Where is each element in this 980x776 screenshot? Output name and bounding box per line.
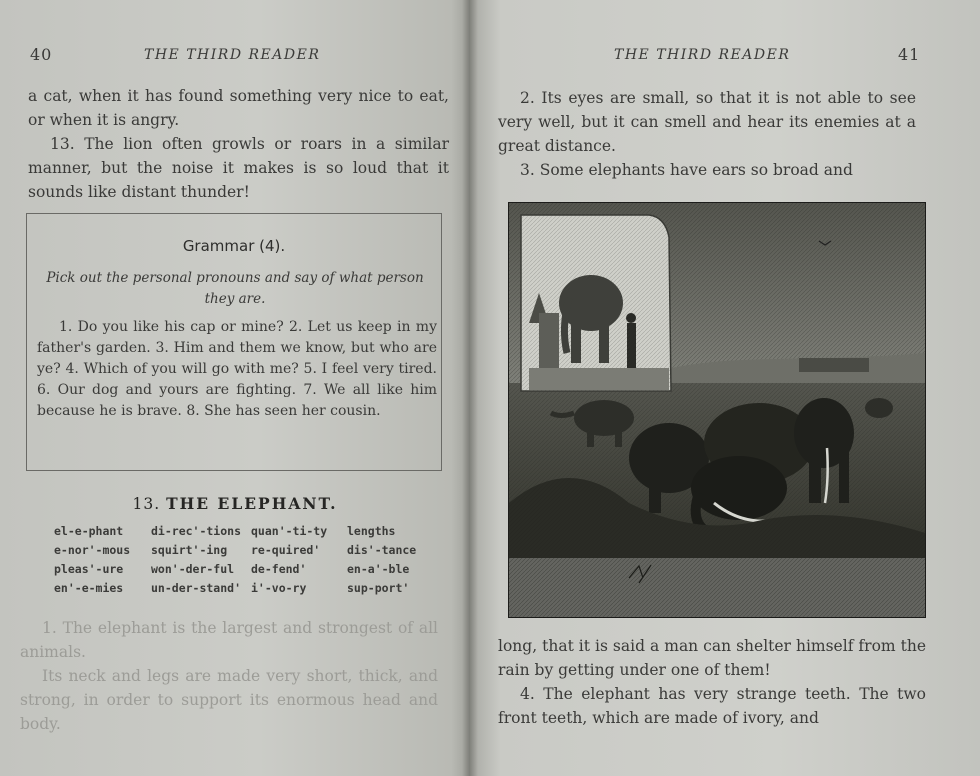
vocab-word: won'-der-ful bbox=[151, 562, 235, 576]
vocab-word: en-a'-ble bbox=[347, 562, 410, 576]
vocab-word: re-quired' bbox=[251, 543, 321, 557]
body-text bbox=[498, 634, 926, 730]
running-head: THE THIRD READER bbox=[614, 47, 791, 63]
vocabulary-list bbox=[54, 522, 434, 597]
lesson-heading bbox=[0, 494, 470, 513]
paragraph: 3. Some elephants have ears so broad and bbox=[520, 161, 853, 179]
lesson-title: THE ELEPHANT. bbox=[166, 494, 338, 513]
grammar-instruction: Pick out the personal pronouns and say of what person they are. bbox=[46, 270, 424, 307]
book-gutter bbox=[462, 0, 478, 776]
paragraph: long, that it is said a man can shelter himself from the rain by getting under one of them! bbox=[498, 637, 926, 679]
paragraph: 2. Its eyes are small, so that it is not able to see very well, but it can smell and hear its enemies at a great distance. bbox=[498, 89, 916, 155]
left-page bbox=[0, 0, 470, 776]
paragraph: Its neck and legs are made very short, thick, and strong, in order to support its enormous head and body. bbox=[20, 667, 438, 733]
page-number: 40 bbox=[30, 45, 53, 64]
elephant-engraving-image bbox=[509, 203, 925, 617]
vocab-word: sup-port' bbox=[347, 581, 410, 595]
grammar-title: Grammar (4). bbox=[182, 237, 286, 255]
vocab-word: dis'-tance bbox=[347, 543, 417, 557]
right-page bbox=[470, 0, 980, 776]
page-number: 41 bbox=[898, 45, 921, 64]
running-head: THE THIRD READER bbox=[144, 47, 321, 63]
body-text bbox=[498, 86, 916, 182]
grammar-box bbox=[26, 213, 442, 471]
vocab-word: i'-vo-ry bbox=[251, 581, 307, 595]
vocab-word: en'-e-mies bbox=[54, 581, 124, 595]
lesson-number: 13. bbox=[132, 495, 161, 513]
vocab-word: di-rec'-tions bbox=[151, 524, 242, 538]
vocab-word: de-fend' bbox=[251, 562, 307, 576]
vocab-word: squirt'-ing bbox=[151, 543, 228, 557]
vocab-word: el-e-phant bbox=[54, 524, 124, 538]
vocab-word: pleas'-ure bbox=[54, 562, 124, 576]
elephant-illustration bbox=[508, 202, 926, 618]
vocab-word: quan'-ti-ty bbox=[251, 524, 328, 538]
paragraph: 13. The lion often growls or roars in a similar manner, but the noise it makes is so loud that it sounds like distant thunder! bbox=[28, 135, 449, 201]
vocab-word: un-der-stand' bbox=[151, 581, 242, 595]
paragraph: a cat, when it has found something very nice to eat, or when it is angry. bbox=[28, 87, 449, 129]
body-text bbox=[28, 84, 449, 204]
vocab-word: lengths bbox=[347, 524, 396, 538]
grammar-exercise: 1. Do you like his cap or mine? 2. Let us keep in my father's garden. 3. Him and them we know, but who are ye? 4. Which of you will go with me? 5. I feel very tired. 6. Our dog and yours are fighting. 7. We all like him because he is brave. 8. She has seen her cousin. bbox=[37, 319, 437, 419]
faded-text bbox=[20, 616, 438, 736]
paragraph: 1. The elephant is the largest and strongest of all animals. bbox=[20, 619, 438, 661]
vocab-word: e-nor'-mous bbox=[54, 543, 131, 557]
paragraph: 4. The elephant has very strange teeth. The two front teeth, which are made of ivory, and bbox=[498, 685, 926, 727]
